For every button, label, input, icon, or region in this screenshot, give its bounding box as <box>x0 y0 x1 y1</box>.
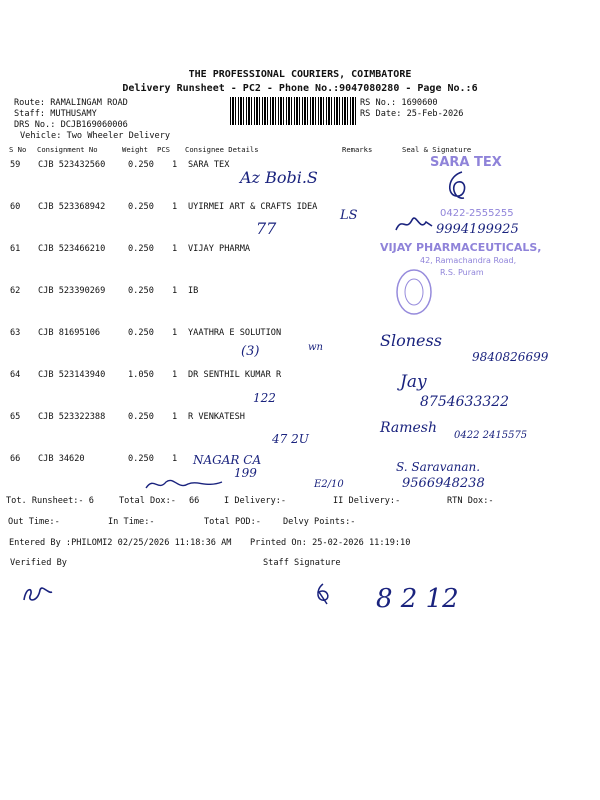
row-weight: 0.250 <box>128 160 154 170</box>
row-consignee: YAATHRA E SOLUTION <box>188 328 282 338</box>
route: Route: RAMALINGAM ROAD <box>14 98 128 108</box>
hw-row65-name: Ramesh <box>380 420 437 436</box>
row-consignment: CJB 523322388 <box>38 412 106 422</box>
hw-row63-mark: wn <box>308 342 323 353</box>
row-consignment: CJB 34620 <box>38 454 85 464</box>
row-sno: 65 <box>10 412 21 422</box>
row-sno: 59 <box>10 160 21 170</box>
row-pcs: 1 <box>172 412 178 422</box>
signature-row60 <box>394 212 434 236</box>
hw-bottom-numbers: 8 2 12 <box>376 584 459 614</box>
row-sno: 62 <box>10 286 21 296</box>
total-dox-value: 66 <box>189 496 200 506</box>
hw-row63-phone: 9840826699 <box>472 350 549 364</box>
round-stamp-graphic <box>394 267 434 317</box>
row-consignee: SARA TEX <box>188 160 230 170</box>
vehicle: Vehicle: Two Wheeler Delivery <box>20 131 171 141</box>
row-sno: 64 <box>10 370 21 380</box>
row-pcs: 1 <box>172 244 178 254</box>
verifier-signature <box>20 582 56 606</box>
hw-row65-phone: 0422 2415575 <box>454 430 528 441</box>
delvy-points: Delvy Points:- <box>283 517 356 527</box>
staff: Staff: MUTHUSAMY <box>14 109 97 119</box>
entered-by: Entered By :PHILOMI2 02/25/2026 11:18:36 AM <box>9 538 232 548</box>
hw-row64-phone: 8754633322 <box>420 394 510 410</box>
hw-row64-name: Jay <box>400 372 427 392</box>
row-consignee: VIJAY PHARMA <box>188 244 251 254</box>
row-sno: 60 <box>10 202 21 212</box>
row-consignee: DR SENTHIL KUMAR R <box>188 370 282 380</box>
col-consignee: Consignee Details <box>185 145 259 154</box>
row-consignee: IB <box>188 286 199 296</box>
row-weight: 0.250 <box>128 244 154 254</box>
hw-row66-ref: E2/10 <box>314 479 344 490</box>
hw-row60-remark: LS <box>340 208 358 223</box>
hw-row66-code: 199 <box>234 466 257 480</box>
row-consignment: CJB 81695106 <box>38 328 101 338</box>
col-sno: S No <box>9 145 27 154</box>
row-weight: 0.250 <box>128 412 154 422</box>
hw-row63-count: (3) <box>241 344 260 359</box>
row-consignment: CJB 523368942 <box>38 202 106 212</box>
total-dox-label: Total Dox:- <box>119 496 176 506</box>
ii-delivery: II Delivery:- <box>333 496 401 506</box>
row-weight: 1.050 <box>128 370 154 380</box>
total-pod: Total POD:- <box>204 517 261 527</box>
row-pcs: 1 <box>172 328 178 338</box>
hw-row65-code: 47 2U <box>272 432 309 446</box>
hw-row63-name: Sloness <box>380 331 442 350</box>
row-pcs: 1 <box>172 454 178 464</box>
total-runsheet: Tot. Runsheet:- 6 <box>6 496 94 506</box>
barcode-graphic <box>230 97 358 125</box>
row-weight: 0.250 <box>128 328 154 338</box>
row-sno: 66 <box>10 454 21 464</box>
rs-date: RS Date: 25-Feb-2026 <box>360 109 464 119</box>
stamp-vijay-address: 42, Ramachandra Road, <box>420 256 517 265</box>
row-weight: 0.250 <box>128 454 154 464</box>
row-pcs: 1 <box>172 160 178 170</box>
out-time: Out Time:- <box>8 517 60 527</box>
row-consignment: CJB 523466210 <box>38 244 106 254</box>
printed-on: Printed On: 25-02-2026 11:19:10 <box>250 538 411 548</box>
col-seal: Seal & Signature <box>402 145 472 154</box>
row-weight: 0.250 <box>128 286 154 296</box>
hw-row66-name: S. Saravanan. <box>396 460 481 474</box>
col-remarks: Remarks <box>342 145 373 154</box>
row-sno: 63 <box>10 328 21 338</box>
stamp-vijay-area: R.S. Puram <box>440 268 484 277</box>
drs-number: DRS No.: DCJB169060006 <box>14 120 128 130</box>
staff-signature-mark <box>313 582 333 606</box>
hw-row60-phone: 9994199925 <box>436 222 519 237</box>
in-time: In Time:- <box>108 517 155 527</box>
row-consignee: R VENKATESH <box>188 412 245 422</box>
i-delivery: I Delivery:- <box>224 496 287 506</box>
signature-row66 <box>144 476 224 494</box>
hw-row59-name: Az Bobi.S <box>240 168 318 187</box>
rs-number: RS No.: 1690600 <box>360 98 438 108</box>
hw-row66-area: NAGAR CA <box>193 453 262 467</box>
row-consignment: CJB 523432560 <box>38 160 106 170</box>
stamp-sara-tex: SARA TEX <box>430 155 502 170</box>
signature-row59 <box>440 168 474 202</box>
stamp-vijay-pharma: VIJAY PHARMACEUTICALS, <box>380 241 542 254</box>
row-consignment: CJB 523143940 <box>38 370 106 380</box>
row-pcs: 1 <box>172 286 178 296</box>
verified-by: Verified By <box>10 558 67 568</box>
row-consignment: CJB 523390269 <box>38 286 106 296</box>
row-pcs: 1 <box>172 370 178 380</box>
col-consignment: Consignment No <box>37 145 98 154</box>
rtn-dox: RTN Dox:- <box>447 496 494 506</box>
runsheet-subtitle: Delivery Runsheet - PC2 - Phone No.:9047080280 - Page No.:6 <box>122 83 478 94</box>
col-pcs: PCS <box>157 145 170 154</box>
row-weight: 0.250 <box>128 202 154 212</box>
col-weight: Weight <box>122 145 148 154</box>
stamp-sara-tex-phone: 0422-2555255 <box>440 208 514 219</box>
hw-row64-code: 122 <box>253 391 276 405</box>
row-sno: 61 <box>10 244 21 254</box>
hw-row66-phone: 9566948238 <box>402 476 485 491</box>
row-consignee: UYIRMEI ART & CRAFTS IDEA <box>188 202 318 212</box>
hw-row60-code: 77 <box>256 219 277 238</box>
row-pcs: 1 <box>172 202 178 212</box>
company-title: THE PROFESSIONAL COURIERS, COIMBATORE <box>188 69 412 80</box>
staff-signature-label: Staff Signature <box>263 558 341 568</box>
